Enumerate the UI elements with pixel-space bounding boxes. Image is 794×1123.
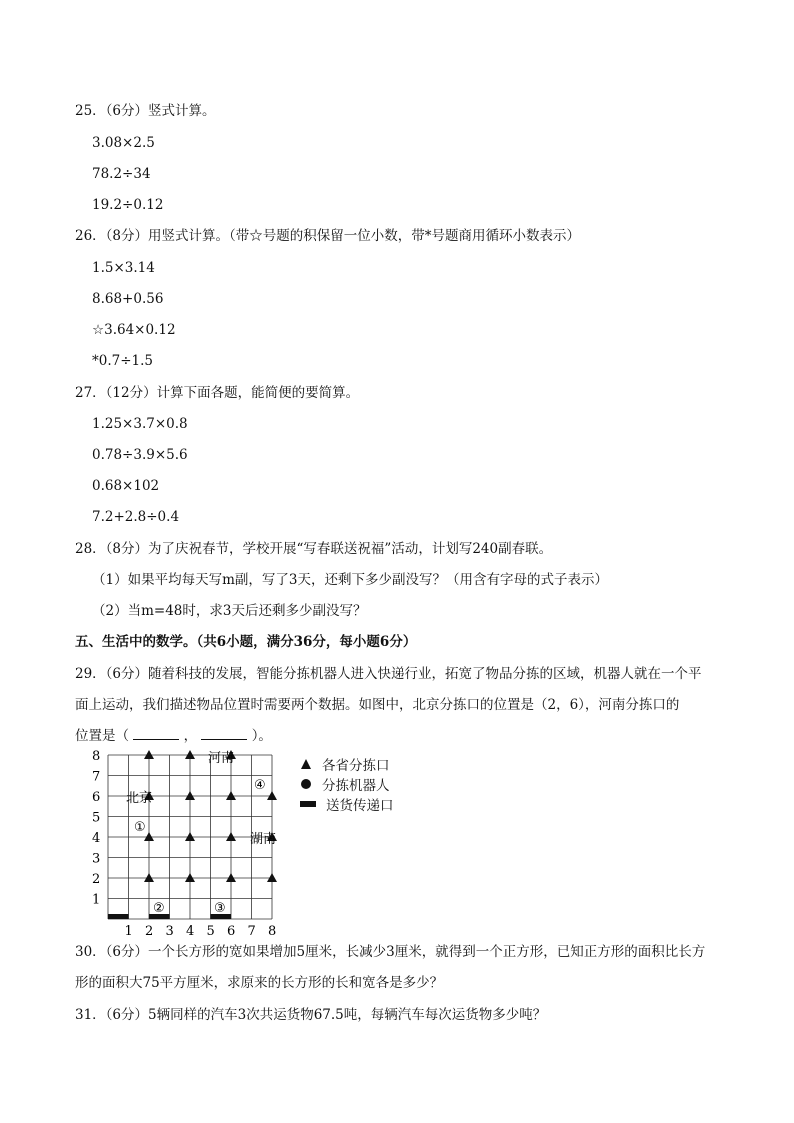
answer-blank-1[interactable] — [133, 727, 179, 740]
delivery-port-bar — [108, 914, 129, 919]
robot-1: ① — [134, 820, 146, 835]
sorting-port-triangle — [267, 873, 277, 882]
robot-4: ④ — [254, 778, 266, 793]
x-tick-label: 2 — [145, 924, 154, 939]
q26-item-2: 8.68+0.56 — [92, 291, 164, 307]
bar-icon — [300, 798, 316, 810]
q29-line-3-sep: ， — [183, 728, 198, 744]
y-tick-label: 8 — [92, 749, 101, 764]
legend-row-triangle — [300, 755, 390, 773]
grid-legend — [300, 755, 450, 815]
q25-item-1: 3.08×2.5 — [92, 135, 155, 151]
sorting-port-triangle — [144, 873, 154, 882]
q31-line-1: 31．（6分）5辆同样的汽车3次共运货物67.5吨，每辆汽车每次运货物多少吨？ — [75, 1007, 547, 1023]
q26-title: 26．（8分）用竖式计算。（带☆号题的积保留一位小数，带*号题商用循环小数表示） — [75, 228, 581, 244]
x-tick-label: 6 — [227, 924, 236, 939]
q26-item-4: *0.7÷1.5 — [92, 353, 154, 369]
q25-title: 25．（6分）竖式计算。 — [75, 103, 216, 119]
sorting-port-triangle — [185, 873, 195, 882]
q29-line-2: 面上运动，我们描述物品位置时需要两个数据。如图中，北京分拣口的位置是（2，6），河南分拣口的 — [75, 697, 680, 713]
label-hunan: 湖南 — [250, 832, 277, 847]
q28-title: 28．（8分）为了庆祝春节，学校开展“写春联送祝福”活动，计划写240副春联。 — [75, 541, 553, 557]
label-beijing: 北京 — [126, 791, 153, 806]
legend-circle-label: 分拣机器人 — [322, 778, 390, 794]
q27-item-3: 0.68×102 — [92, 478, 160, 494]
x-tick-label: 3 — [165, 924, 174, 939]
y-tick-label: 6 — [92, 790, 101, 805]
robot-2: ② — [153, 901, 165, 916]
sorting-port-triangle — [185, 832, 195, 841]
section-5-heading: 五、生活中的数学。（共6小题，满分36分，每小题6分） — [75, 634, 417, 650]
grid-y-ticks — [92, 749, 100, 908]
q29-line-3-suffix: ）。 — [251, 728, 272, 744]
q29-line-1: 29．（6分）随着科技的发展，智能分拣机器人进入快递行业，拓宽了物品分拣的区域，机器人就在一个平 — [75, 666, 702, 682]
q26-item-1: 1.5×3.14 — [92, 260, 155, 276]
legend-bar-label: 送货传递口 — [326, 798, 394, 814]
y-tick-label: 7 — [92, 769, 101, 785]
sorting-port-triangle — [226, 791, 236, 800]
q29-line-3-prefix: 位置是（ — [75, 728, 129, 744]
q27-title: 27．（12分）计算下面各题，能简便的要简算。 — [75, 385, 360, 401]
grid-x-ticks — [125, 924, 277, 939]
y-tick-label: 4 — [92, 831, 101, 846]
legend-triangle-label: 各省分拣口 — [322, 758, 390, 774]
q25-item-2: 78.2÷34 — [92, 166, 151, 182]
q27-item-4: 7.2+2.8÷0.4 — [92, 509, 180, 525]
y-tick-label: 3 — [92, 851, 101, 867]
legend-row-circle — [300, 775, 390, 793]
legend-row-bar — [300, 795, 394, 813]
y-tick-label: 5 — [92, 810, 101, 826]
robot-3: ③ — [214, 901, 226, 916]
triangle-icon — [300, 758, 312, 770]
q30-line-1: 30．（6分）一个长方形的宽如果增加5厘米，长减少3厘米，就得到一个正方形，已知正方形的面积比长方 — [75, 944, 706, 960]
q27-item-1: 1.25×3.7×0.8 — [92, 416, 188, 432]
q27-item-2: 0.78÷3.9×5.6 — [92, 447, 188, 463]
q28-part-2: （2）当m=48时，求3天后还剩多少副没写？ — [92, 603, 367, 619]
circle-icon — [300, 778, 312, 790]
x-tick-label: 8 — [268, 924, 277, 939]
sorting-port-triangle — [185, 750, 195, 759]
x-tick-label: 4 — [186, 924, 195, 939]
sorting-port-triangle — [185, 791, 195, 800]
sorting-port-triangle — [267, 791, 277, 800]
x-tick-label: 5 — [206, 924, 215, 939]
sorting-grid-figure — [90, 747, 310, 939]
q28-part-1: （1）如果平均每天写m副，写了3天，还剩下多少副没写？（用含有字母的式子表示） — [92, 572, 608, 588]
answer-blank-2[interactable] — [201, 727, 247, 740]
label-henan: 河南 — [208, 751, 235, 766]
x-tick-label: 7 — [247, 924, 256, 939]
sorting-port-triangle — [226, 832, 236, 841]
x-tick-label: 1 — [124, 924, 133, 939]
q30-line-2: 形的面积大75平方厘米，求原来的长方形的长和宽各是多少？ — [75, 975, 444, 991]
q25-item-3: 19.2÷0.12 — [92, 197, 164, 213]
q29-line-3 — [75, 727, 272, 745]
q26-item-3: ☆3.64×0.12 — [92, 322, 176, 338]
y-tick-label: 1 — [92, 892, 101, 908]
sorting-port-triangle — [144, 750, 154, 759]
y-tick-label: 2 — [92, 872, 101, 887]
sorting-port-triangle — [226, 873, 236, 882]
